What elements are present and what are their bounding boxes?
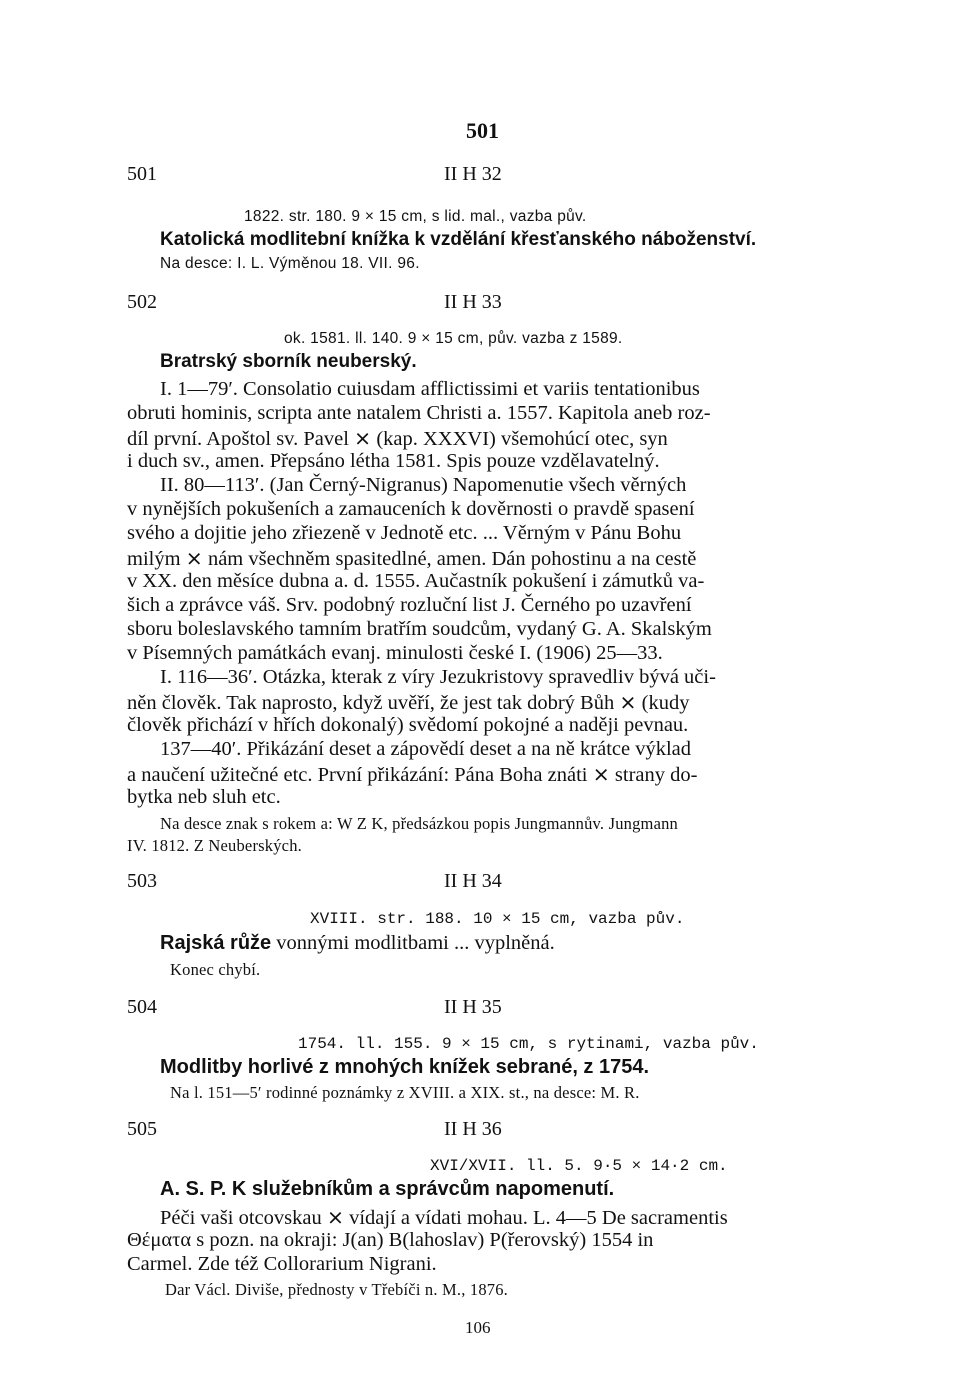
entry-text-line: I. 116—36′. Otázka, kterak z víry Jezukristovy spravedliv bývá uči- bbox=[160, 666, 716, 688]
entry-number: 502 bbox=[127, 291, 157, 313]
entry-number: 505 bbox=[127, 1118, 157, 1140]
entry-text-line: člověk přichází v hřích dokonalý) svědomí pokojné a naději pevnau. bbox=[127, 714, 689, 736]
entry-text-line: sboru boleslavského tamním bratřím soudcům, vydaný G. A. Skalským bbox=[127, 618, 712, 640]
shelf-signature: II H 34 bbox=[444, 870, 502, 892]
page-footer-number: 106 bbox=[465, 1318, 491, 1337]
entry-text-line: v nynějších pokušeních a zamauceních k dověrnosti o pravdě spasení bbox=[127, 498, 695, 520]
entry-number: 501 bbox=[127, 163, 157, 185]
entry-meta: 1754. ll. 155. 9 × 15 cm, s rytinami, vazba pův. bbox=[298, 1035, 759, 1053]
entry-text-line: svého a dojitie jeho zřiezeně v Jednotě etc. ... Věrným v Pánu Bohu bbox=[127, 522, 682, 544]
entry-meta: 1822. str. 180. 9 × 15 cm, s lid. mal., vazba pův. bbox=[244, 208, 587, 225]
entry-number: 504 bbox=[127, 996, 157, 1018]
page-header-number: 501 bbox=[466, 118, 499, 143]
entry-title bbox=[160, 932, 555, 955]
entry-text-line: a naučení užitečné etc. První přikázání: Pána Boha znáti ⨯ strany do- bbox=[127, 764, 698, 786]
entry-text-line: v XX. den měsíce dubna a. d. 1555. Aučastník pokušení i zámutků va- bbox=[127, 570, 705, 592]
entry-text-line: šich a zprávce váš. Srv. podobný rozluční list J. Černého po uzavření bbox=[127, 594, 692, 616]
entry-meta: XVI/XVII. ll. 5. 9·5 × 14·2 cm. bbox=[430, 1157, 728, 1175]
entry-note: Dar Václ. Diviše, přednosty v Třebíči n. M., 1876. bbox=[165, 1280, 508, 1299]
shelf-signature: II H 32 bbox=[444, 163, 502, 185]
entry-text-line: bytka neb sluh etc. bbox=[127, 786, 281, 808]
shelf-signature: II H 36 bbox=[444, 1118, 502, 1140]
entry-text-line: milým ⨯ nám všechněm spasitedlné, amen. Dán pohostinu a na cestě bbox=[127, 548, 697, 570]
entry-text-line: Θέματα s pozn. na okraji: J(an) B(lahoslav) P(řerovský) 1554 in bbox=[127, 1229, 654, 1251]
entry-text-line: v Písemných památkách evanj. minulosti české I. (1906) 25—33. bbox=[127, 642, 663, 664]
shelf-signature: II H 35 bbox=[444, 996, 502, 1018]
entry-text-line: Carmel. Zde též Collorarium Nigrani. bbox=[127, 1253, 437, 1275]
entry-number: 503 bbox=[127, 870, 157, 892]
entry-meta: XVIII. str. 188. 10 × 15 cm, vazba pův. bbox=[310, 910, 685, 928]
entry-title: Katolická modlitební knížka k vzdělání křesťanského náboženství. bbox=[160, 229, 757, 250]
entry-meta: ok. 1581. ll. 140. 9 × 15 cm, pův. vazba z 1589. bbox=[284, 330, 623, 347]
entry-title-rest: vonnými modlitbami ... vyplněná. bbox=[271, 932, 555, 954]
entry-title: Bratrský sborník neuberský. bbox=[160, 351, 417, 372]
entry-text-line: díl první. Apoštol sv. Pavel ⨯ (kap. XXXVI) všemohúcí otec, syn bbox=[127, 428, 668, 450]
entry-note: Konec chybí. bbox=[170, 960, 261, 979]
entry-note-line: Na desce znak s rokem a: W Z K, předsázkou popis Jungmannův. Jungmann bbox=[160, 814, 679, 833]
entry-note: Na desce: I. L. Výměnou 18. VII. 96. bbox=[160, 255, 420, 272]
entry-text-line: obruti hominis, scripta ante natalem Christi a. 1557. Kapitola aneb roz- bbox=[127, 402, 711, 424]
entry-title: A. S. P. K služebníkům a správcům napomenutí. bbox=[160, 1178, 615, 1200]
entry-text-line: i duch sv., amen. Přepsáno létha 1581. Spis pouze vzdělavatelný. bbox=[127, 450, 660, 472]
entry-text-line: 137—40′. Přikázání deset a zápovědí deset a na ně krátce výklad bbox=[160, 738, 692, 760]
entry-title-bold: Rajská růže bbox=[160, 932, 272, 954]
entry-text-line: II. 80—113′. (Jan Černý-Nigranus) Napomenutie všech věrných bbox=[160, 474, 687, 496]
shelf-signature: II H 33 bbox=[444, 291, 502, 313]
entry-text-line: něn člověk. Tak naprosto, když uvěří, že jest tak dobrý Bůh ⨯ (kudy bbox=[127, 692, 690, 714]
entry-text-line: Péči vaši otcovskau ⨯ vídají a vídati mohau. L. 4—5 De sacramentis bbox=[160, 1207, 728, 1229]
entry-note: Na l. 151—5′ rodinné poznámky z XVIII. a XIX. st., na desce: M. R. bbox=[170, 1083, 640, 1102]
entry-title: Modlitby horlivé z mnohých knížek sebrané, z 1754. bbox=[160, 1056, 650, 1078]
entry-note-line: IV. 1812. Z Neuberských. bbox=[127, 836, 302, 855]
entry-text-line: I. 1—79′. Consolatio cuiusdam afflictissimi et variis tentationibus bbox=[160, 378, 700, 400]
